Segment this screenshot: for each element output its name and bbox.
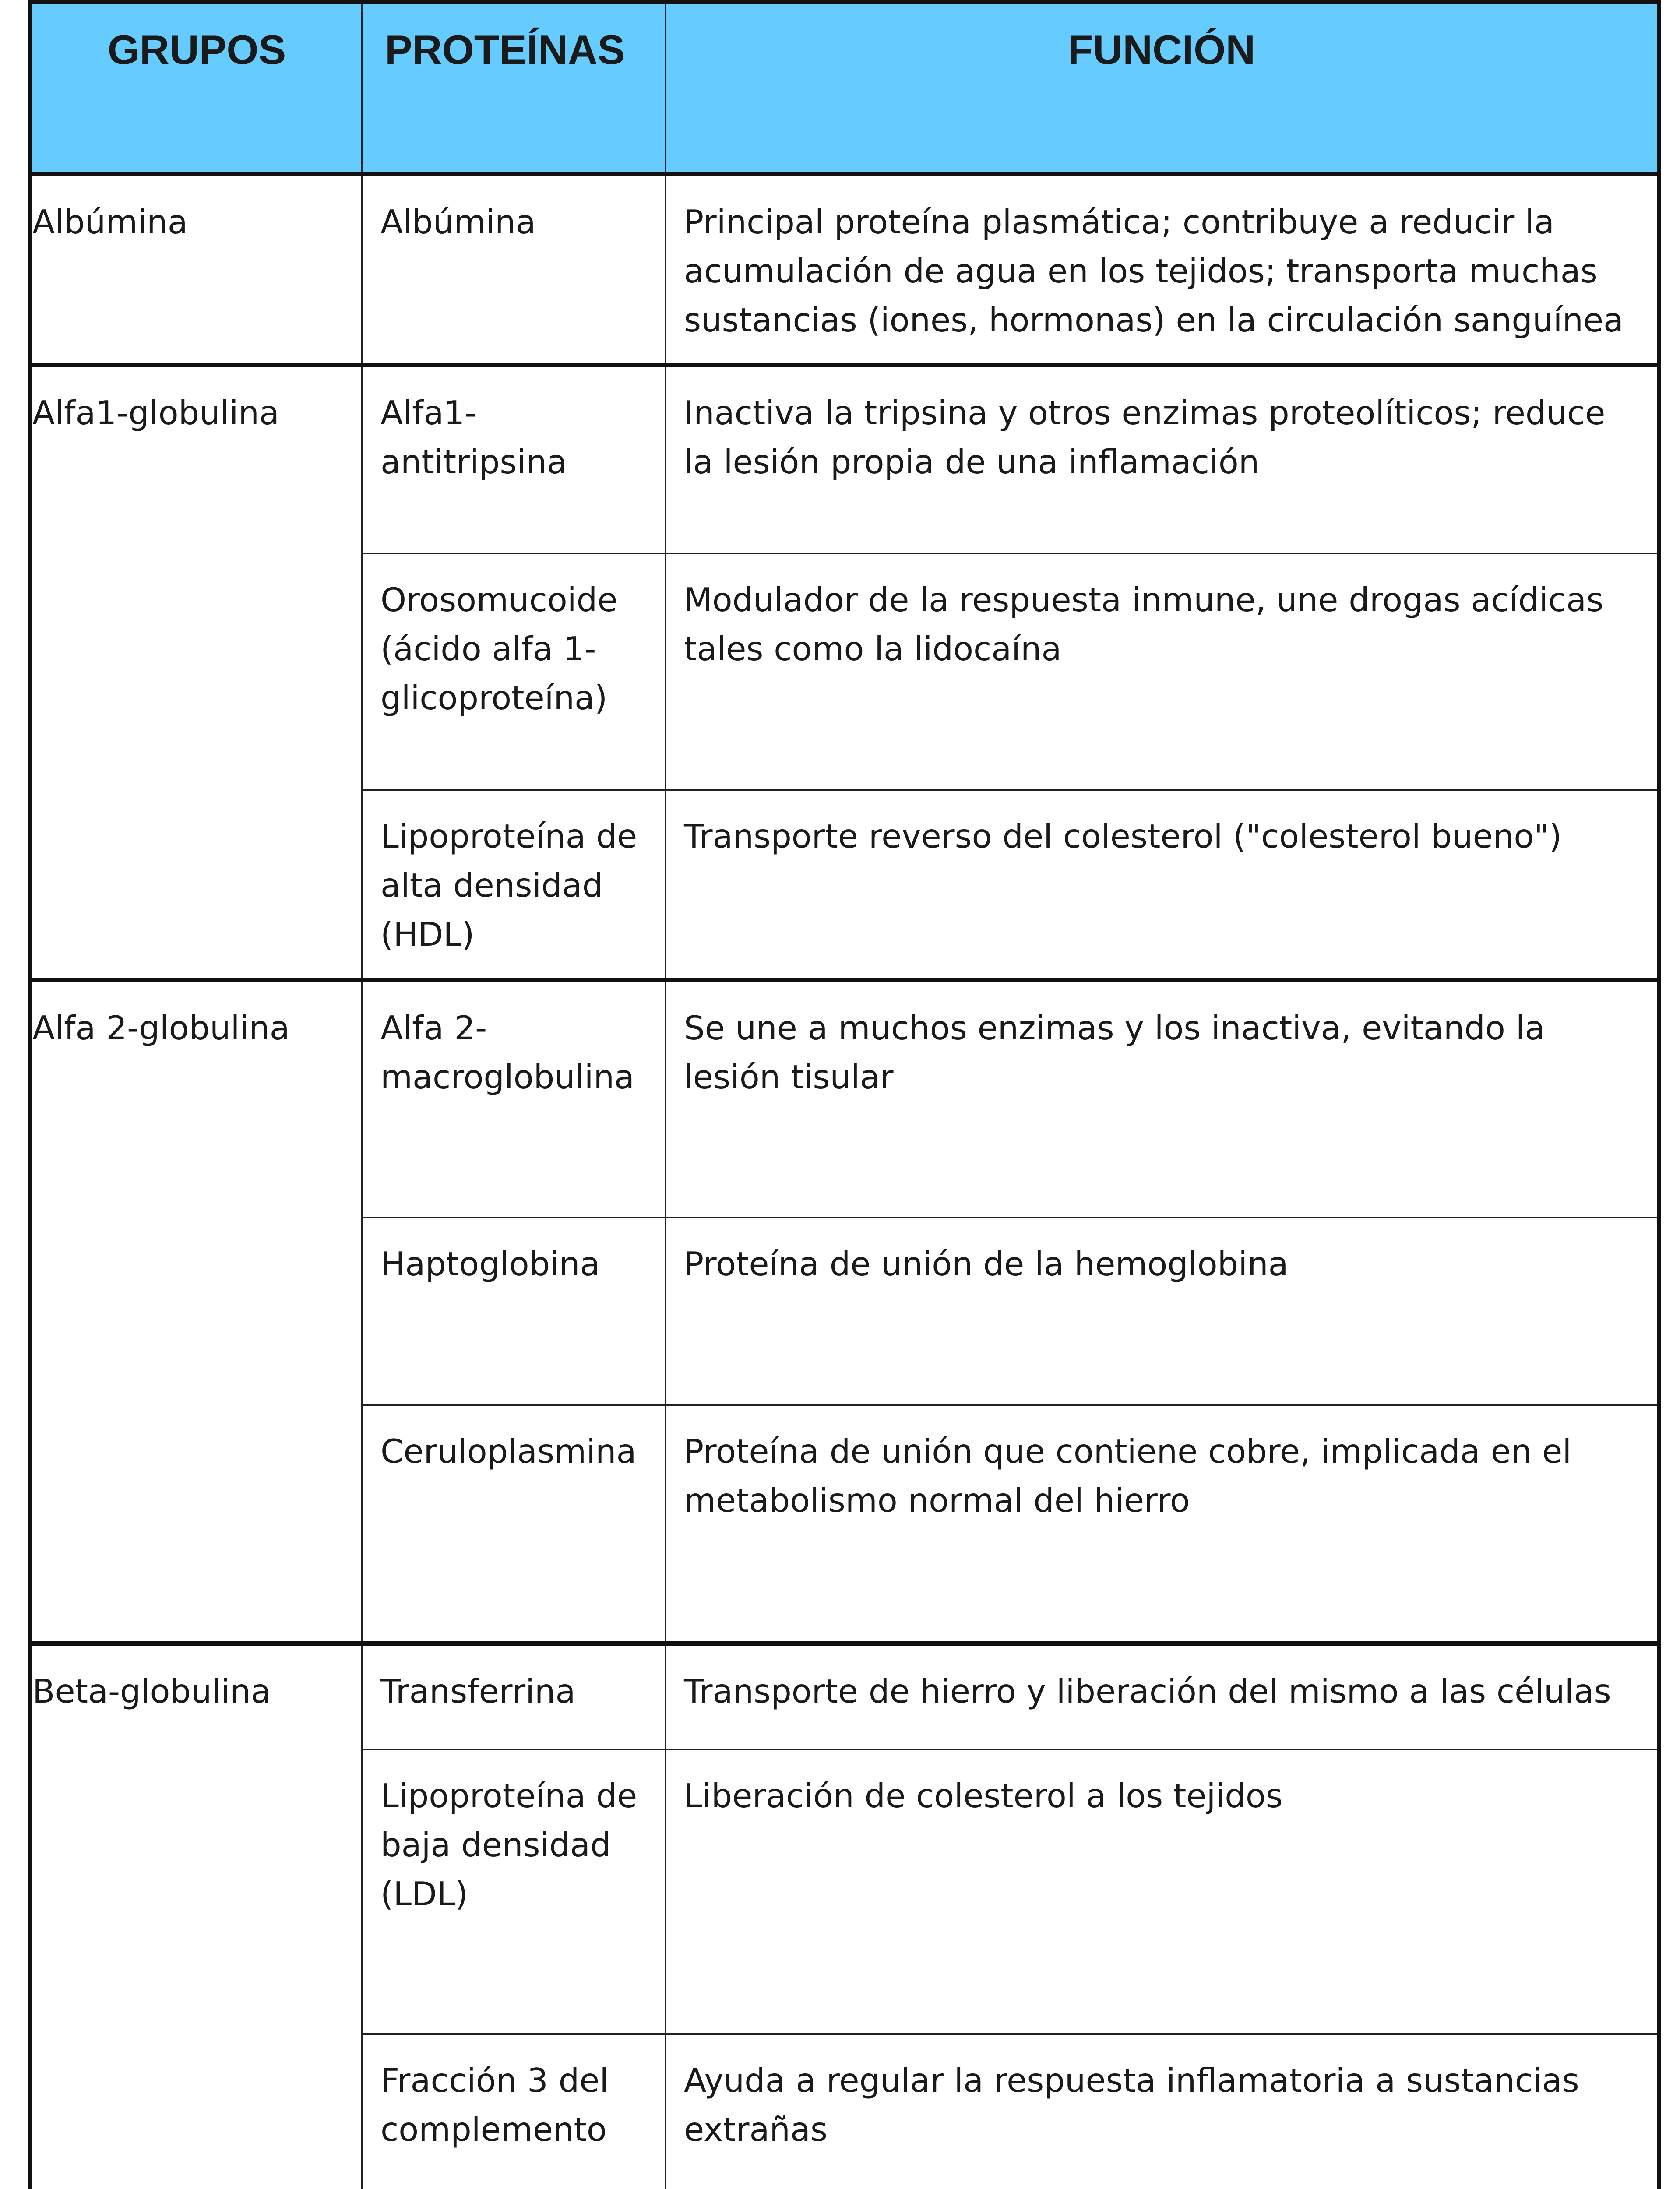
protein-cell: Ceruloplasmina: [362, 1405, 666, 1644]
function-cell: Transporte reverso del colesterol ("colesterol bueno"): [666, 790, 1659, 980]
plasma-proteins-table: [28, 0, 1661, 2189]
function-cell: Ayuda a regular la respuesta inflamatoria a sustancias extrañas: [666, 2034, 1659, 2189]
table-row: [30, 174, 1659, 365]
function-cell: Modulador de la respuesta inmune, une drogas acídicas tales como la lidocaína: [666, 553, 1659, 790]
table-row: [30, 980, 1659, 1218]
function-cell: Transporte de hierro y liberación del mismo a las células: [666, 1644, 1659, 1749]
protein-table-sheet: [28, 0, 1657, 2189]
protein-cell: Alfa 2-macroglobulina: [362, 980, 666, 1218]
protein-cell: Lipoproteína de baja densidad (LDL): [362, 1749, 666, 2034]
group-cell: Alfa 2-globulina: [30, 980, 362, 1644]
function-cell: Proteína de unión de la hemoglobina: [666, 1218, 1659, 1405]
function-cell: Liberación de colesterol a los tejidos: [666, 1749, 1659, 2034]
protein-cell: Transferrina: [362, 1644, 666, 1749]
header-proteins: PROTEÍNAS: [362, 2, 666, 174]
protein-cell: Haptoglobina: [362, 1218, 666, 1405]
protein-cell: Lipoproteína de alta densidad (HDL): [362, 790, 666, 980]
group-cell: Albúmina: [30, 174, 362, 365]
function-cell: Principal proteína plasmática; contribuye a reducir la acumulación de agua en los tejidos; transporta muchas sustancias (iones, hormonas) en la circulación sanguínea: [666, 174, 1659, 365]
function-cell: Proteína de unión que contiene cobre, implicada en el metabolismo normal del hierro: [666, 1405, 1659, 1644]
header-groups: GRUPOS: [30, 2, 362, 174]
function-cell: Inactiva la tripsina y otros enzimas proteolíticos; reduce la lesión propia de una inflamación: [666, 365, 1659, 553]
function-cell: Se une a muchos enzimas y los inactiva, evitando la lesión tisular: [666, 980, 1659, 1218]
header-function: FUNCIÓN: [666, 2, 1659, 174]
group-cell: Alfa1-globulina: [30, 365, 362, 980]
table-row: [30, 1644, 1659, 1749]
protein-cell: Fracción 3 del complemento: [362, 2034, 666, 2189]
group-cell: Beta-globulina: [30, 1644, 362, 2189]
table-header-row: [30, 2, 1659, 174]
protein-cell: Alfa1-antitripsina: [362, 365, 666, 553]
table-row: [30, 365, 1659, 553]
protein-cell: Orosomucoide (ácido alfa 1-glicoproteína): [362, 553, 666, 790]
protein-cell: Albúmina: [362, 174, 666, 365]
